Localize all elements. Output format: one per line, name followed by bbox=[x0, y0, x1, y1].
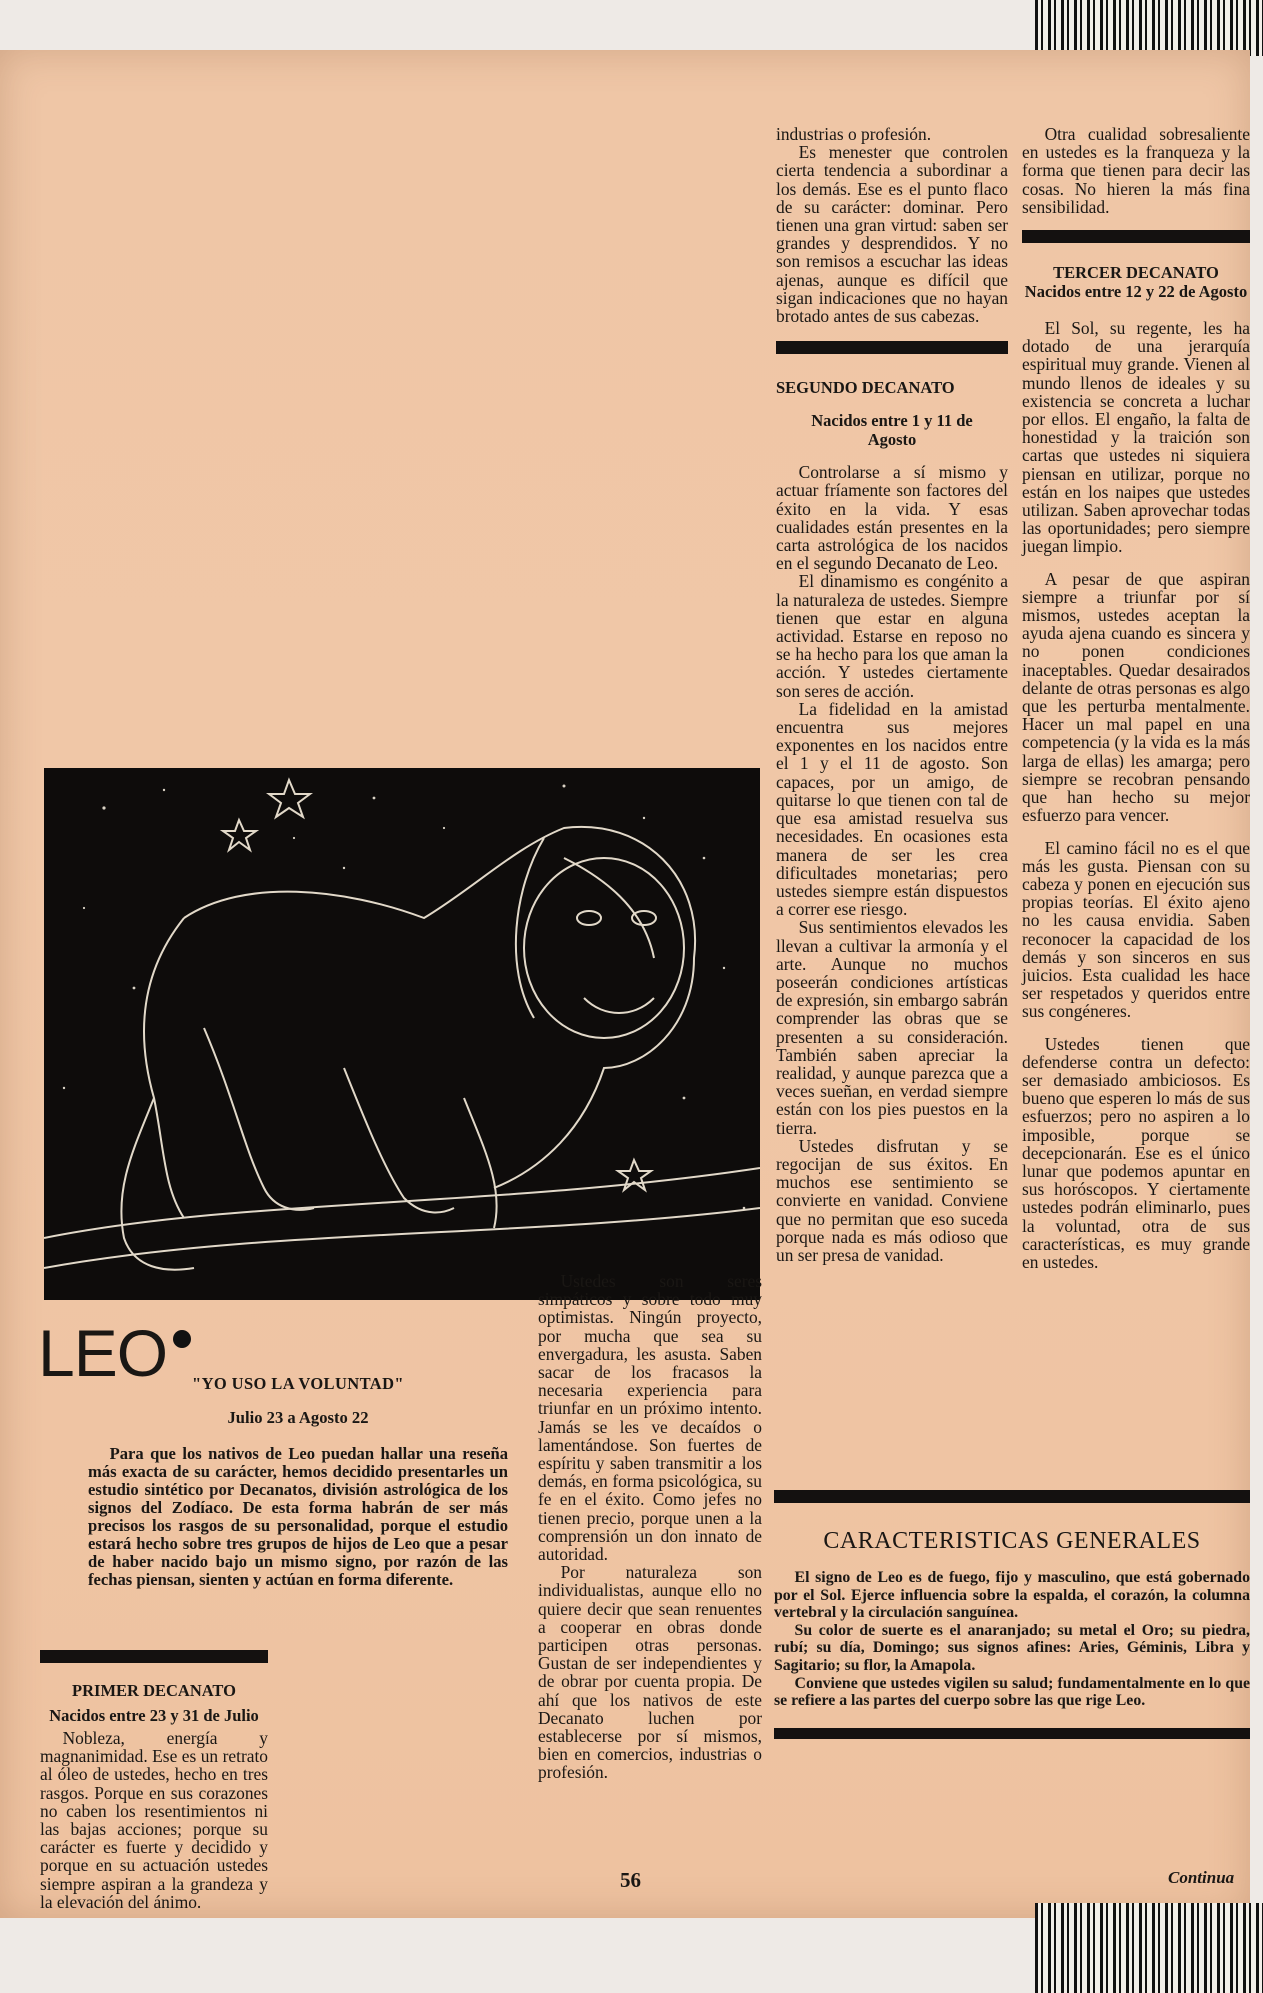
segundo-dates: Nacidos entre 1 y 11 de Agosto bbox=[811, 411, 973, 450]
sign-title-text: LEO bbox=[38, 1316, 168, 1390]
divider bbox=[40, 1650, 268, 1663]
intro-text: Para que los nativos de Leo puedan hallar una reseña más exacta de su carácter, hemos decidido presentarles un estudio sintético por Decanatos, división astrológica de los signos del Zodíaco. De esta forma habrán de ser más precisos los rasgos de su personalidad, porque el estudio estará hecho sobre tres grupos de hijos de Leo que a pesar de haber nacido bajo un mismo signo, por razón de las fechas piensan, sienten y actúan en forma diferente. bbox=[88, 1444, 508, 1589]
column-4 bbox=[1022, 125, 1250, 1271]
generales-p3: Conviene que ustedes vigilen su salud; fundamentalmente en lo que se refiere a las partes del cuerpo sobre las que rige Leo. bbox=[774, 1674, 1250, 1710]
tercer-p4: Ustedes tienen que defenderse contra un defecto: ser demasiado ambiciosos. Es bueno que esperen lo más de sus esfuerzos; pero no aspiren a lo imposible, porque se decepcionarán. Ese es el único lunar que podemos apuntar en sus horóscopos. Y ciertamente ustedes podrán eliminarlo, pues la voluntad, otra de sus características, es muy grande en ustedes. bbox=[1022, 1033, 1250, 1272]
magazine-page bbox=[0, 50, 1250, 1918]
primer-dates: Nacidos entre 23 y 31 de Julio bbox=[49, 1706, 259, 1725]
scan-edge-top bbox=[1035, 0, 1263, 56]
segundo-p2: El dinamismo es congénito a la naturaleza de ustedes. Siempre tienen que estar en alguna actividad. Estarse en reposo no se ha hecho para los que aman la acción. Y ustedes ciertamente son seres de acción. bbox=[776, 571, 1008, 701]
primer-p3: Por naturaleza son individualistas, aunque ello no quiere decir que sean renuentes a cooperar en obras donde participen otras personas. Gustan de ser independientes y de obrar por cuenta propia. De ahí que los nativos de este Decanato luchen por establecerse por sí mismos, bien en comercios, industrias o profesión. bbox=[538, 1562, 762, 1783]
divider bbox=[774, 1490, 1250, 1503]
primer-p4: Es menester que controlen cierta tendencia a subordinar a los demás. Ese es el punto flaco de su carácter: dominar. Pero tienen una gran virtud: saben ser grandes y desprendidos. Y no son remisos a escuchar las ideas ajenas, aunque es difícil que sigan indicaciones que no hayan brotado antes de sus cabezas. bbox=[776, 142, 1008, 327]
tercer-p1: El Sol, su regente, les ha dotado de una jerarquía espiritual muy grande. Vienen al mundo llenos de ideales y su existencia se concreta a luchar por ellos. El engaño, la falta de honestidad y la traición son cartas que ustedes ni siquiera piensan en utilizar, porque no están en los naipes que ustedes utilizan. Saben aprovechar todas las oportunidades; pero siempre juegan limpio. bbox=[1022, 318, 1250, 557]
generales-p1: El signo de Leo es de fuego, fijo y masculino, que está gobernado por el Sol. Ejerce influencia sobre la espalda, el corazón, la columna vertebral y la circulación sanguínea. bbox=[774, 1569, 1250, 1622]
generales-block bbox=[774, 1490, 1250, 1749]
divider bbox=[776, 341, 1008, 354]
tercer-p3: El camino fácil no es el que más les gusta. Piensan con su cabeza y ponen en ejecución sus propias teorías. El éxito ajeno no les causa envidia. Saben reconocer la capacidad de los demás y son sinceros en sus juicios. Esta cualidad les hace ser respetados y queridos entre sus congéneres. bbox=[1022, 837, 1250, 1022]
page-number: 56 bbox=[620, 1868, 641, 1892]
tercer-p2: A pesar de que aspiran siempre a triunfar por sí mismos, ustedes aceptan la ayuda ajena cuando es sincera y no ponen condiciones inaceptables. Quedar desairados delante de otras personas es algo que les perturba mentalmente. Hacer un mal papel en una competencia (y la vida es la más larga de ellas) les amarga; pero siempre se recobran pensando que han hecho su mejor esfuerzo para vencer. bbox=[1022, 568, 1250, 826]
segundo-p1: Controlarse a sí mismo y actuar fríamente son factores del éxito en la vida. Y esas cualidades están presentes en la carta astrológica de los nacidos en el segundo Decanato de Leo. bbox=[776, 462, 1008, 574]
column-3 bbox=[776, 125, 1008, 1264]
primer-p2: Ustedes son seres simpáticos y sobre todo muy optimistas. Ningún proyecto, por mucha que sea su envergadura, les asusta. Saben sacar de los fracasos la necesaria experiencia para triunfar en un próximo intento. Jamás se les ve decaídos o lamentándose. Son fuertes de espíritu y saben transmitir a los demás, en forma psicológica, su fe en el éxito. Como jefes no tienen precio, porque unen a la comprensión un don innato de autoridad. bbox=[538, 1271, 762, 1565]
divider bbox=[1022, 230, 1250, 243]
generales-heading: CARACTERISTICAS GENERALES bbox=[823, 1528, 1201, 1554]
subtitle: "YO USO LA VOLUNTAD" bbox=[192, 1374, 404, 1393]
segundo-p5: Ustedes disfrutan y se regocijan de sus éxitos. En muchos ese sentimiento se convierte en vanidad. Conviene que no permitan que eso suceda porque nada es más odioso que un ser presa de vanidad. bbox=[776, 1135, 1008, 1265]
primer-p3-end: industrias o profesión. bbox=[776, 124, 932, 144]
segundo-p6: Otra cualidad sobresaliente en ustedes es la franqueza y la forma que tienen para decir las cosas. No hieren la más fina sensibilidad. bbox=[1022, 124, 1250, 217]
scan-edge-bottom bbox=[1035, 1903, 1263, 1993]
tercer-heading: TERCER DECANATO bbox=[1053, 263, 1219, 283]
segundo-heading: SEGUNDO DECANATO bbox=[776, 378, 955, 398]
column-1 bbox=[40, 1650, 268, 1911]
intro-block bbox=[88, 1375, 508, 1589]
continued-label: Continua bbox=[1168, 1868, 1235, 1887]
divider bbox=[774, 1728, 1250, 1739]
leo-lion-illustration bbox=[44, 768, 760, 1300]
column-2 bbox=[538, 1272, 762, 1782]
generales-p2: Su color de suerte es el anaranjado; su metal el Oro; su piedra, rubí; su día, Domingo; sus signos afines: Aries, Géminis, Libra y Sagitario; su flor, la Amapola. bbox=[774, 1621, 1250, 1674]
bullet-dot-icon bbox=[173, 1330, 191, 1348]
tercer-dates: Nacidos entre 12 y 22 de Agosto bbox=[1024, 282, 1248, 302]
date-range: Julio 23 a Agosto 22 bbox=[227, 1408, 369, 1427]
primer-p1: Nobleza, energía y magnanimidad. Ese es un retrato al óleo de ustedes, hecho en tres rasgos. Porque en sus corazones no caben los resentimientos ni las bajas acciones; porque su carácter es fuerte y decidido y porque en su actuación ustedes siempre aspiran a la grandeza y la elevación del ánimo. bbox=[40, 1728, 268, 1912]
lion-constellation-icon bbox=[44, 768, 760, 1300]
primer-heading: PRIMER DECANATO bbox=[72, 1681, 236, 1700]
segundo-p4: Sus sentimientos elevados les llevan a cultivar la armonía y el arte. Aunque no muchos poseerán condiciones artísticas de expresión, sin embargo sabrán comprender las obras que se presenten a su consideración. También saben apreciar la realidad, y aunque parezca que a veces sueñan, en verdad siempre están con los pies puestos en la tierra. bbox=[776, 917, 1008, 1138]
segundo-p3: La fidelidad en la amistad encuentra sus mejores exponentes en los nacidos entre el 1 y el 11 de agosto. Son capaces, por un amigo, de quitarse lo que tienen con tal de que esa amistad resuelva sus necesidades. En ocasiones esta manera de ser les crea dificultades monetarias; pero ustedes siempre están dispuestos a correr ese riesgo. bbox=[776, 698, 1008, 920]
